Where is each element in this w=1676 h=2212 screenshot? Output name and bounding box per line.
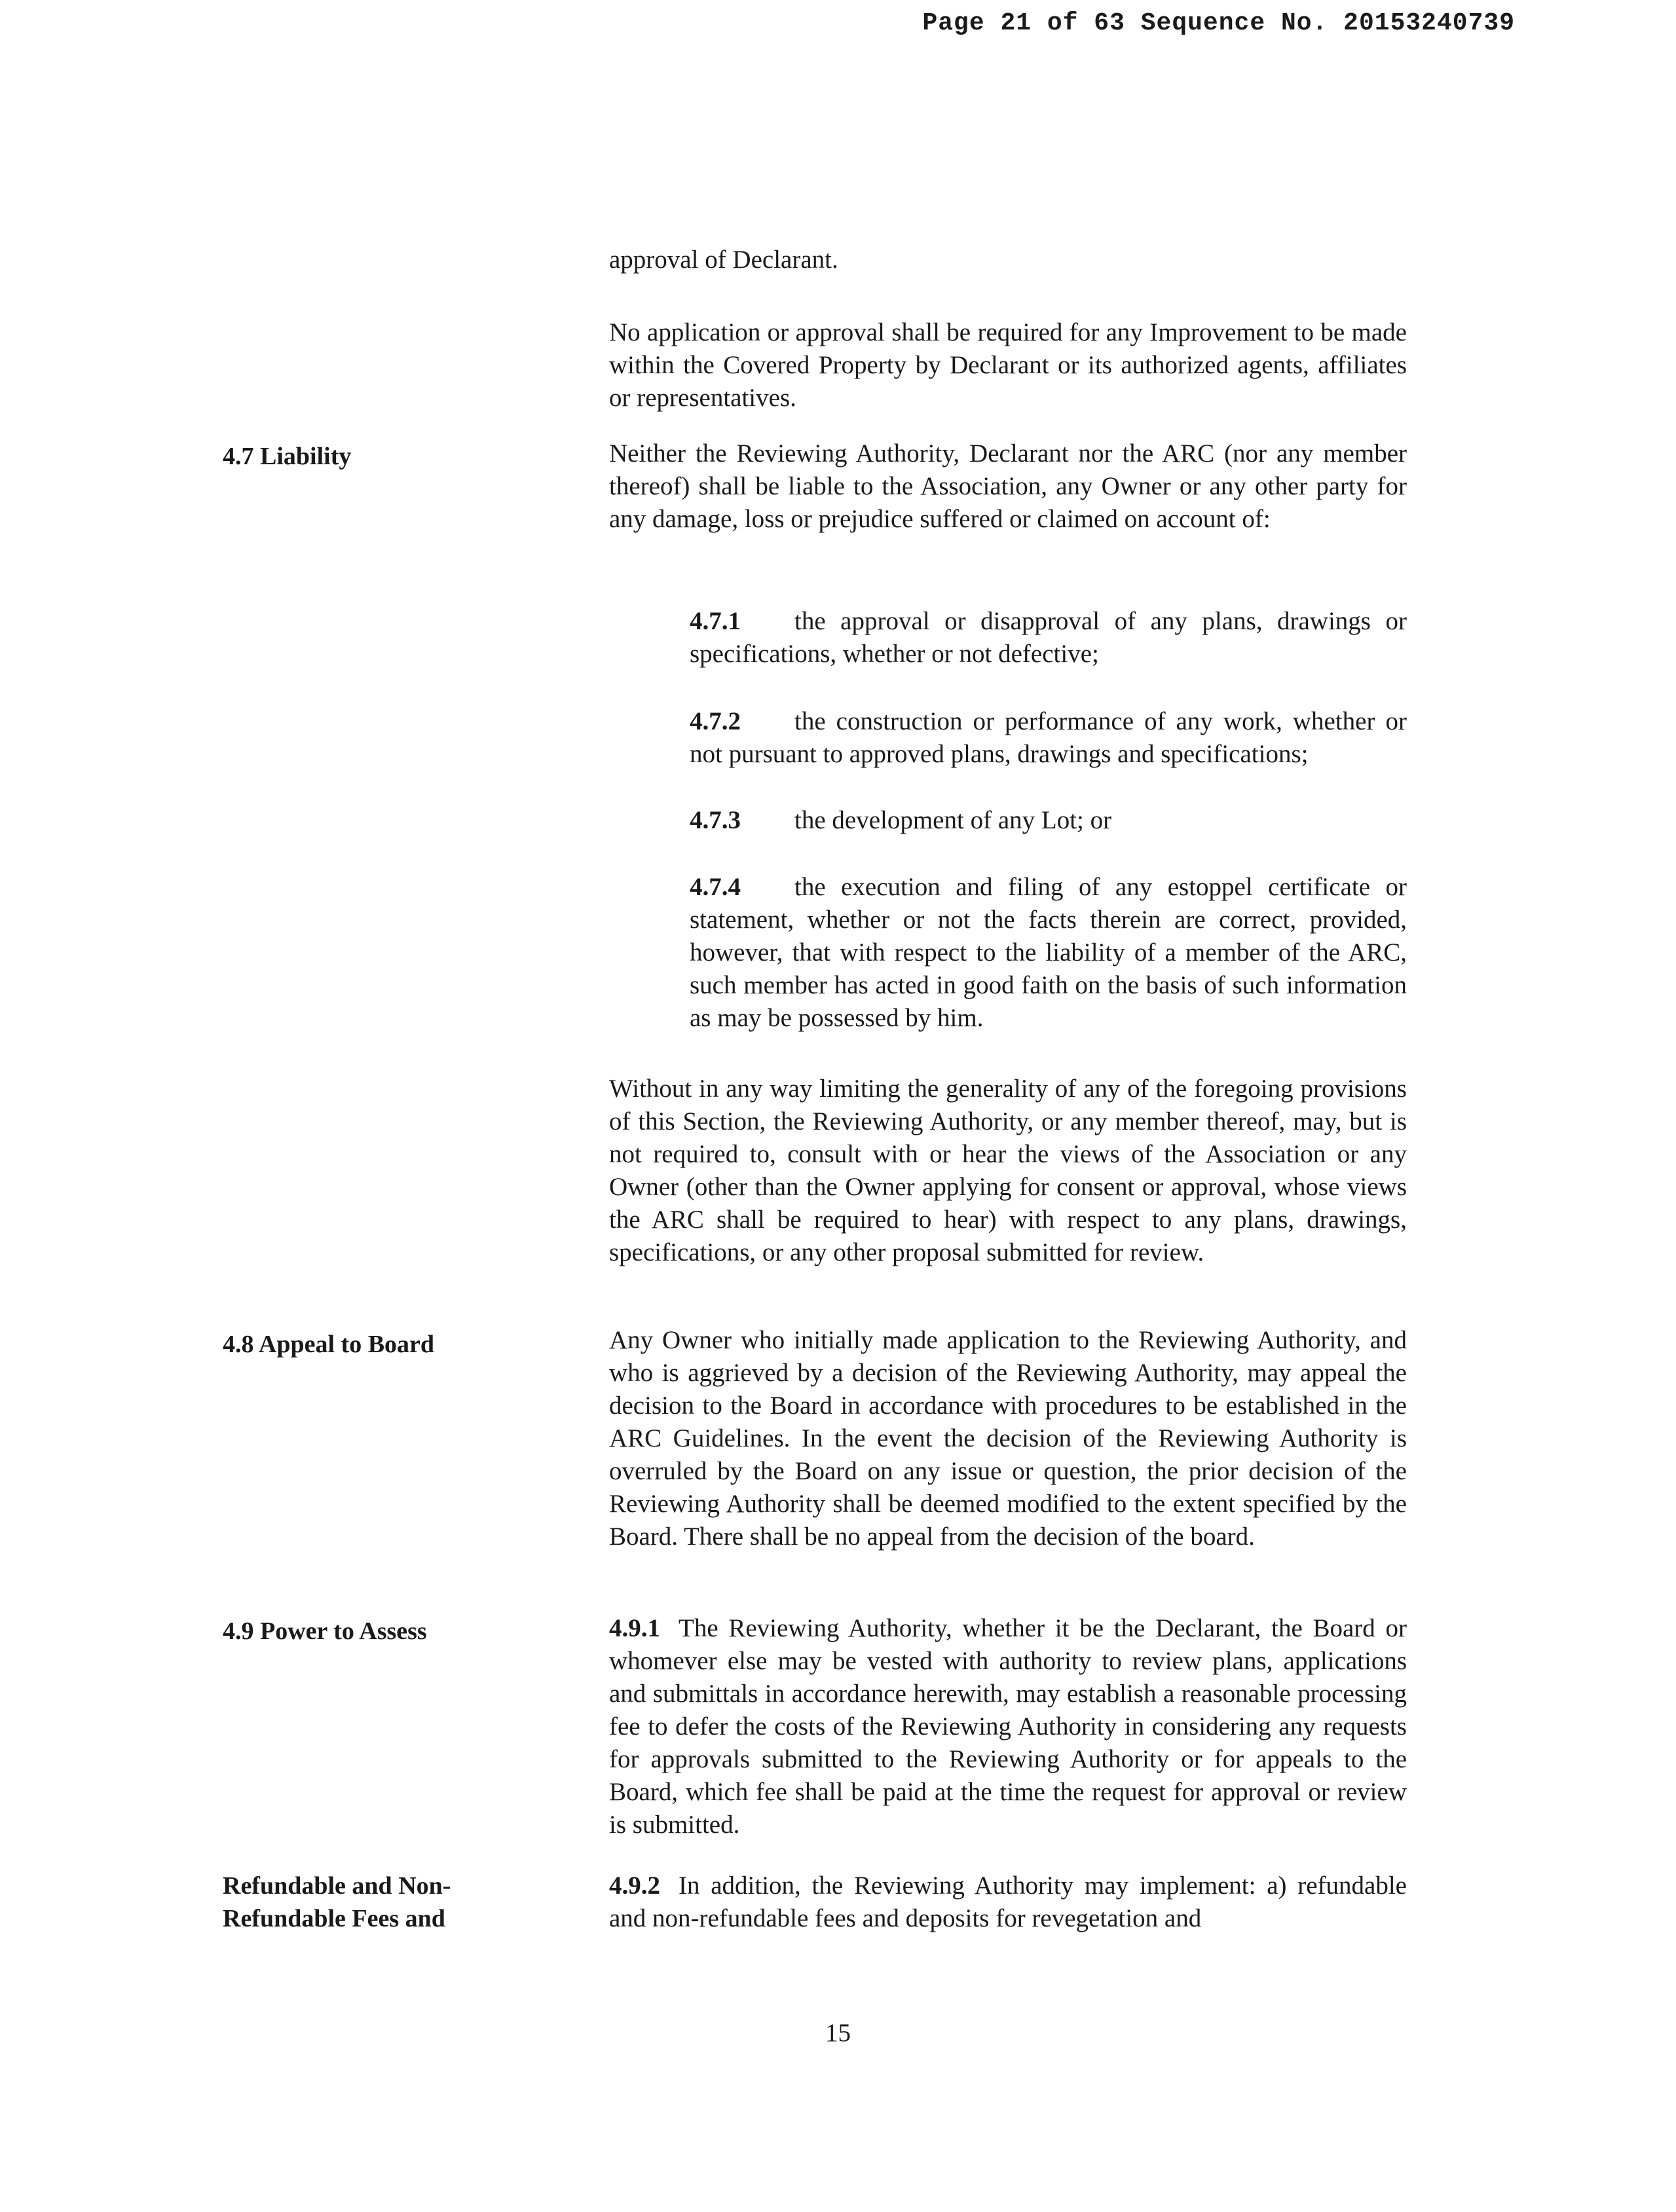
subsection-text: the execution and filing of any estoppel certificate or statement, whether or not the facts therein are correct, provided, however, that with respect to the liability of a member of the ARC, such member has acted in good faith on the basis of such information as may be possessed by him. xyxy=(690,873,1407,1032)
subsection-number: 4.7.2 xyxy=(690,707,741,735)
subsection-text: the approval or disapproval of any plans, drawings or specifications, whether or not defective; xyxy=(690,607,1407,668)
subsection-number: 4.7.1 xyxy=(690,607,741,635)
subsection-number: 4.9.2 xyxy=(609,1871,660,1900)
subsection-text: The Reviewing Authority, whether it be the Declarant, the Board or whomever else may be vested with authority to review plans, applications and submittals in accordance herewith, may establish a reasonable processing fee to defer the costs of the Reviewing Authority in considering any requests for approvals submitted to the Reviewing Authority or for appeals to the Board, which fee shall be paid at the time the request for approval or review is submitted. xyxy=(609,1614,1407,1839)
subsection-number: 4.9.1 xyxy=(609,1614,660,1642)
paragraph-no-application: No application or approval shall be required for any Improvement to be made within the Covered Property by Declarant or its authorized agents, affiliates or representatives. xyxy=(609,318,1407,412)
subsection-number: 4.7.3 xyxy=(690,806,741,834)
heading-refundable xyxy=(223,1870,511,1935)
paragraph-approval: approval of Declarant. xyxy=(609,246,838,274)
heading-appeal: 4.8 Appeal to Board xyxy=(223,1331,435,1358)
heading-refundable-line-1: Refundable and Non- xyxy=(223,1872,451,1900)
subsection-4-9-1 xyxy=(609,1612,1407,1841)
page-header: Page 21 of 63 Sequence No. 20153240739 xyxy=(922,9,1515,37)
paragraph-liability: Neither the Reviewing Authority, Declarant nor the ARC (nor any member thereof) shall be liable to the Association, any Owner or any other party for any damage, loss or prejudice suffered or claimed on account of: xyxy=(609,439,1407,533)
page-number: 15 xyxy=(825,2019,851,2047)
subsection-4-9-2 xyxy=(609,1870,1407,1935)
heading-refundable-line-2: Refundable Fees and xyxy=(223,1905,445,1932)
subsection-text: the development of any Lot; or xyxy=(794,806,1112,834)
subsection-4-7-2 xyxy=(690,705,1407,771)
subsection-4-7-1 xyxy=(690,605,1407,671)
subsection-number: 4.7.4 xyxy=(690,873,741,901)
heading-power-to-assess: 4.9 Power to Assess xyxy=(223,1617,427,1645)
paragraph-appeal: Any Owner who initially made application to the Reviewing Authority, and who is aggrieved by a decision of the Reviewing Authority, may appeal the decision to the Board in accordance with procedures to be established in the ARC Guidelines. In the event the decision of the Reviewing Authority is overruled by the Board on any issue or question, the prior decision of the Reviewing Authority shall be deemed modified to the extent specified by the Board. There shall be no appeal from the decision of the board. xyxy=(609,1326,1407,1551)
subsection-4-7-3 xyxy=(690,804,1407,837)
heading-liability: 4.7 Liability xyxy=(223,443,352,470)
subsection-4-7-4 xyxy=(690,871,1407,1035)
subsection-text: the construction or performance of any work, whether or not pursuant to approved plans, drawings and specifications; xyxy=(690,707,1407,768)
subsection-text: In addition, the Reviewing Authority may implement: a) refundable and non-refundable fees and deposits for revegetation and xyxy=(609,1871,1407,1932)
paragraph-without-limiting: Without in any way limiting the generality of any of the foregoing provisions of this Section, the Reviewing Authority, or any member thereof, may, but is not required to, consult with or hear the views of the Association or any Owner (other than the Owner applying for consent or approval, whose views the ARC shall be required to hear) with respect to any plans, drawings, specifications, or any other proposal submitted for review. xyxy=(609,1075,1407,1266)
